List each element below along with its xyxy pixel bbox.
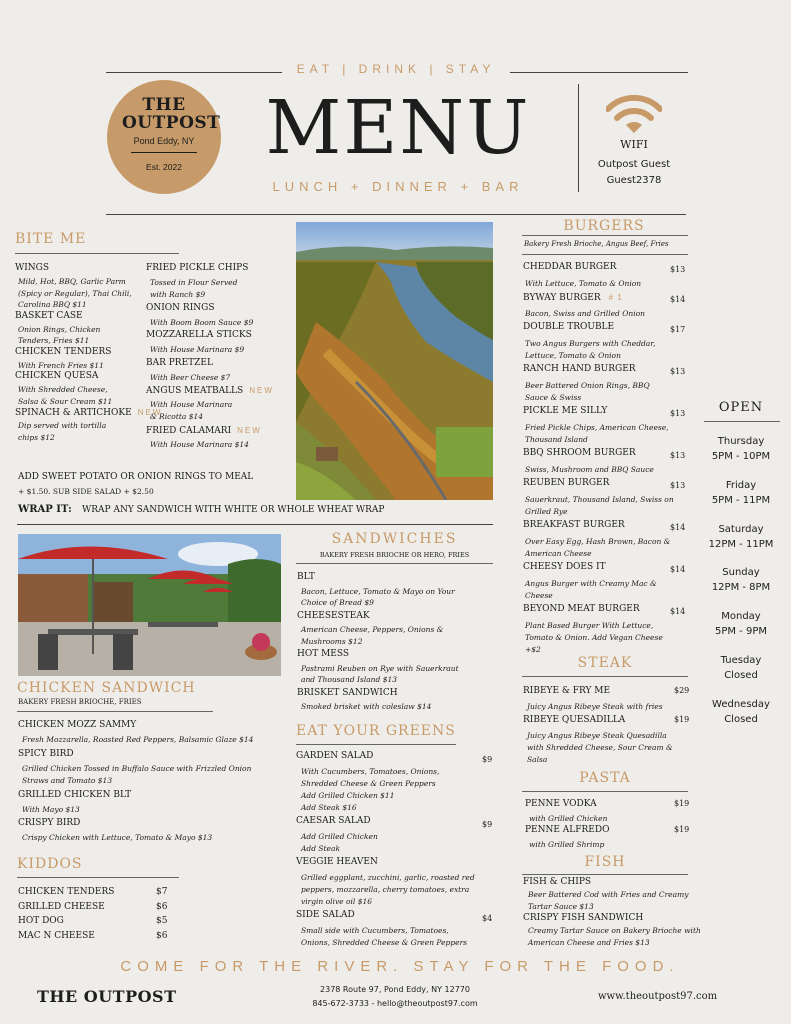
burger-item-desc: Thousand Island <box>525 435 588 444</box>
fish-item-desc: Tartar Sauce $13 <box>528 902 594 911</box>
kiddos-heading: KIDDOS <box>17 856 83 872</box>
greens-item-desc: With Cucumbers, Tomatoes, Onions, <box>301 767 440 776</box>
burger-item-name: BYWAY BURGER # 1 <box>523 293 623 303</box>
wifi-icon <box>606 95 662 135</box>
burger-item-desc: Tomato & Onion. Add Vegan Cheese <box>525 633 663 642</box>
burger-item-name: CHEDDAR BURGER <box>523 262 617 272</box>
burger-item-desc: Sauerkraut, Thousand Island, Swiss on <box>525 495 674 504</box>
hours-time: 12PM - 11PM <box>708 538 774 550</box>
wifi-password: Guest2378 <box>606 175 662 186</box>
fish-item-desc: Beer Battered Cod with Fries and Creamy <box>528 890 689 899</box>
bite-item-name: FRIED PICKLE CHIPS <box>146 263 249 273</box>
hours-rule <box>704 421 780 422</box>
bite-me-heading: BITE ME <box>15 231 87 247</box>
hours-day: Tuesday <box>720 655 762 666</box>
hours-heading: OPEN <box>718 400 764 415</box>
steak-item-desc: with Shredded Cheese, Sour Cream & <box>527 743 673 752</box>
sandwich-item-desc: Choice of Bread $9 <box>301 598 374 607</box>
bite-item-name: CHICKEN TENDERS <box>15 346 112 357</box>
new-badge: NEW <box>249 386 274 396</box>
footer-contact: 845-672-3733 - hello@theoutpost97.com <box>312 999 478 1008</box>
burger-item-name: REUBEN BURGER <box>523 478 610 488</box>
burger-item-desc: Lettuce, Tomato & Onion <box>525 351 621 360</box>
logo-name: THE OUTPOST <box>122 95 221 133</box>
kiddos-item-price: $6 <box>156 901 168 912</box>
chicken-sandwich-heading: CHICKEN SANDWICH <box>17 680 196 696</box>
add-sides-line-1: ADD SWEET POTATO OR ONION RINGS TO MEAL <box>18 472 254 482</box>
bite-item-desc: with Ranch $9 <box>150 290 206 300</box>
pasta-item-name: PENNE VODKA <box>525 799 597 809</box>
burger-item-name: RANCH HAND BURGER <box>523 364 636 374</box>
burger-item-desc: Swiss, Mushroom and BBQ Sauce <box>525 465 654 474</box>
bite-item-name: WINGS <box>15 263 50 273</box>
logo-location: Pond Eddy, NY <box>133 136 195 146</box>
hours-day: Friday <box>725 479 757 491</box>
steak-item-desc: Salsa <box>527 755 548 764</box>
new-badge: NEW <box>237 425 262 435</box>
chicken-item-desc: With Mayo $13 <box>22 804 80 814</box>
menu-title: MENU <box>265 85 531 171</box>
burgers-rule-2 <box>522 254 688 255</box>
chicken-sandwich-rule <box>17 711 213 712</box>
hours-time: 5PM - 10PM <box>711 451 771 462</box>
greens-item-name: VEGGIE HEAVEN <box>296 857 378 867</box>
bite-item-name: MOZZARELLA STICKS <box>146 330 252 341</box>
greens-item-desc: peppers, mozzarella, cherry tomatoes, extra <box>301 885 470 894</box>
burger-item-desc: Grilled Rye <box>525 507 568 516</box>
fish-item-desc: American Cheese and Fries $13 <box>528 938 650 947</box>
greens-item-name: SIDE SALAD <box>296 910 355 920</box>
burger-item-name: PICKLE ME SILLY <box>523 406 608 416</box>
sub-tagline: LUNCH + DINNER + BAR <box>272 179 524 194</box>
kiddos-item-name: GRILLED CHEESE <box>18 901 105 912</box>
wifi-network: Outpost Guest <box>597 159 671 170</box>
kiddos-rule <box>17 877 179 878</box>
sandwich-item-desc: Smoked brisket with coleslaw $14 <box>301 702 432 711</box>
chicken-item-desc: Straws and Tomato $13 <box>22 776 113 785</box>
sandwich-item-desc: and Thousand Island $13 <box>301 675 398 684</box>
wifi-label: WIFI <box>620 138 648 151</box>
bite-item-desc: Tenders, Fries $11 <box>18 336 90 345</box>
bite-item-name: SPINACH & ARTICHOKE NEW <box>15 408 163 418</box>
burger-item-desc: Sauce & Swiss <box>525 393 582 402</box>
pasta-rule <box>522 791 688 792</box>
hours-day: Saturday <box>718 523 764 535</box>
burgers-sub: Bakery Fresh Brioche, Angus Beef, Fries <box>524 240 669 248</box>
bite-me-rule <box>15 253 179 254</box>
sandwiches-sub: BAKERY FRESH BRIOCHE OR HERO, FRIES <box>319 551 470 559</box>
burger-item-desc: Bacon, Swiss and Grilled Onion <box>525 309 645 318</box>
burger-item-desc: With Lettuce, Tomato & Onion <box>525 279 642 288</box>
burger-item-price: $14 <box>670 523 686 532</box>
burger-item-name: CHEESY DOES IT <box>523 562 606 572</box>
outpost-logo <box>107 80 221 194</box>
burger-item-price: $14 <box>670 607 686 616</box>
bite-item-name: CHICKEN QUESA <box>15 371 99 381</box>
patio-photo <box>18 534 281 676</box>
fish-item-name: FISH & CHIPS <box>523 877 592 887</box>
header-divider <box>578 84 579 192</box>
burger-item-desc: Over Easy Egg, Hash Brown, Bacon & <box>525 537 671 546</box>
steak-rule <box>522 676 688 677</box>
burger-item-price: $13 <box>670 367 686 376</box>
greens-item-desc: Small side with Cucumbers, Tomatoes, <box>301 926 449 935</box>
hours-day: Thursday <box>717 436 765 447</box>
greens-item-desc: Shredded Cheese & Green Peppers <box>301 779 436 788</box>
hours-time: 5PM - 11PM <box>711 494 771 506</box>
burger-item-desc: Two Angus Burgers with Cheddar, <box>525 339 656 348</box>
chicken-item-desc: Grilled Chicken Tossed in Buffalo Sauce with Frizzled Onion <box>22 763 252 773</box>
burger-item-price: $14 <box>670 295 686 304</box>
hours-time: Closed <box>724 713 758 725</box>
footer-address: 2378 Route 97, Pond Eddy, NY 12770 <box>320 985 470 994</box>
burger-item-desc: American Cheese <box>525 549 592 558</box>
burger-item-desc: Plant Based Burger With Lettuce, <box>525 621 654 630</box>
sandwich-item-name: CHEESESTEAK <box>297 610 370 621</box>
steak-item-price: $19 <box>674 715 690 724</box>
burger-item-name: DOUBLE TROUBLE <box>523 322 615 332</box>
bite-item-desc: Mild, Hot, BBQ, Garlic Parm <box>18 277 126 286</box>
sandwich-item-name: BRISKET SANDWICH <box>297 687 398 698</box>
chicken-item-name: GRILLED CHICKEN BLT <box>18 789 132 800</box>
steak-item-desc: Juicy Angus Ribeye Steak Quesadilla <box>527 731 667 740</box>
bite-item-desc: With French Fries $11 <box>18 360 104 370</box>
logo-est: Est. 2022 <box>146 162 182 172</box>
footer-brand: THE OUTPOST <box>37 987 177 1006</box>
bite-item-name: BASKET CASE <box>15 310 83 321</box>
burger-item-price: $13 <box>670 451 686 460</box>
chicken-item-name: CHICKEN MOZZ SAMMY <box>18 720 137 730</box>
burger-item-name: BREAKFAST BURGER <box>523 520 625 530</box>
burgers-heading: BURGERS <box>563 218 645 234</box>
kiddos-item-price: $6 <box>156 930 168 941</box>
pasta-heading: PASTA <box>579 770 631 786</box>
bite-item-name: ONION RINGS <box>146 302 215 313</box>
new-badge: NEW <box>137 408 163 417</box>
bite-item-desc: Dip served with tortilla <box>18 421 107 430</box>
hours-day: Monday <box>721 611 761 623</box>
fish-heading: FISH <box>584 854 626 870</box>
bite-item-desc: With Beer Cheese $7 <box>150 372 231 382</box>
steak-item-name: RIBEYE QUESADILLA <box>523 715 626 725</box>
kiddos-item-name: MAC N CHEESE <box>18 930 95 941</box>
logo-divider <box>131 152 197 153</box>
burger-item-price: $13 <box>670 481 686 490</box>
burger-item-price: $14 <box>670 565 686 574</box>
bite-item-desc: Carolina BBQ $11 <box>18 300 87 309</box>
greens-item-desc: Grilled eggplant, zucchini, garlic, roasted red <box>301 873 475 882</box>
kiddos-item-name: HOT DOG <box>18 916 64 926</box>
wrap-label: WRAP IT: <box>18 504 72 515</box>
bite-item-desc: With House Marinara $14 <box>150 439 249 449</box>
greens-item-desc: Onions, Shredded Cheese & Green Peppers <box>301 938 468 947</box>
fish-rule <box>522 874 688 875</box>
bite-item-desc: & Ricotta $14 <box>150 412 204 422</box>
bite-item-name: BAR PRETZEL <box>146 357 213 368</box>
sandwich-item-desc: Mushrooms $12 <box>301 636 363 646</box>
kiddos-item-price: $7 <box>156 887 168 897</box>
fish-item-desc: Creamy Tartar Sauce on Bakery Brioche with <box>528 926 701 935</box>
steak-item-name: RIBEYE & FRY ME <box>523 686 611 696</box>
kiddos-item-name: CHICKEN TENDERS <box>18 887 115 897</box>
steak-item-desc: Juicy Angus Ribeye Steak with fries <box>527 702 663 711</box>
bite-item-desc: Salsa & Sour Cream $11 <box>18 396 113 406</box>
burger-item-desc: Beer Battered Onion Rings, BBQ <box>525 381 650 390</box>
pasta-item-desc: with Grilled Shrimp <box>529 840 605 849</box>
wrap-rule <box>17 524 493 525</box>
sandwich-item-name: HOT MESS <box>297 649 350 659</box>
bite-item-desc: With Boom Boom Sauce $9 <box>150 317 254 327</box>
hours-time: 12PM - 8PM <box>711 582 771 594</box>
top-tagline: EAT | DRINK | STAY <box>296 62 496 76</box>
pasta-item-price: $19 <box>674 825 690 834</box>
hours-day: Sunday <box>722 567 760 579</box>
burger-item-name: BEYOND MEAT BURGER <box>523 604 640 614</box>
burger-item-desc: Angus Burger with Creamy Mac & <box>525 579 657 588</box>
sandwich-item-name: BLT <box>297 572 315 582</box>
footer-slogan: COME FOR THE RIVER. STAY FOR THE FOOD. <box>120 958 680 975</box>
greens-item-desc: Add Grilled Chicken $11 <box>301 791 395 800</box>
bite-item-desc: chips $12 <box>18 432 55 442</box>
header-bottom-rule <box>106 214 686 215</box>
bite-item-desc: With House Marinara <box>150 400 233 410</box>
bite-item-name: FRIED CALAMARI NEW <box>146 425 262 436</box>
fish-item-name: CRISPY FISH SANDWICH <box>523 913 644 923</box>
burger-item-desc: +$2 <box>525 645 541 654</box>
greens-item-price: $4 <box>482 914 493 923</box>
chicken-item-name: CRISPY BIRD <box>18 818 81 828</box>
bite-item-name: ANGUS MEATBALLS NEW <box>146 386 274 397</box>
greens-rule <box>296 744 456 745</box>
sandwiches-heading: SANDWICHES <box>331 531 458 547</box>
sandwich-item-desc: Bacon, Lettuce, Tomato & Mayo on Your <box>301 586 455 596</box>
greens-item-desc: Add Steak $16 <box>301 803 357 812</box>
bite-item-desc: With House Marinara $9 <box>150 345 245 355</box>
greens-heading: EAT YOUR GREENS <box>296 723 456 739</box>
wrap-text: WRAP ANY SANDWICH WITH WHITE OR WHOLE WHEAT WRAP <box>82 505 385 515</box>
burger-item-price: $13 <box>670 409 686 418</box>
greens-item-desc: virgin olive oil $16 <box>301 897 373 906</box>
kiddos-item-price: $5 <box>156 916 168 926</box>
greens-item-desc: Add Grilled Chicken <box>301 832 378 841</box>
pasta-item-name: PENNE ALFREDO <box>525 825 610 835</box>
greens-item-name: GARDEN SALAD <box>296 751 374 761</box>
greens-item-price: $9 <box>482 755 493 764</box>
chicken-item-desc: Crispy Chicken with Lettuce, Tomato & Mayo $13 <box>22 833 213 842</box>
footer-website: www.theoutpost97.com <box>598 991 718 1002</box>
bite-item-desc: Onion Rings, Chicken <box>18 324 101 334</box>
burgers-rule <box>522 235 688 236</box>
hours-time: Closed <box>724 670 758 681</box>
greens-item-name: CAESAR SALAD <box>296 816 371 826</box>
header-rule-left <box>106 72 282 73</box>
sandwiches-rule <box>296 563 493 564</box>
sandwich-item-desc: American Cheese, Peppers, Onions & <box>301 625 444 634</box>
burger-item-name: BBQ SHROOM BURGER <box>523 448 636 458</box>
sandwich-item-desc: Pastrami Reuben on Rye with Sauerkraut <box>301 663 459 673</box>
burger-item-desc: Fried Pickle Chips, American Cheese, <box>525 423 669 432</box>
add-sides-line-2: + $1.50. SUB SIDE SALAD + $2.50 <box>18 487 154 496</box>
greens-item-price: $9 <box>482 820 493 829</box>
river-photo <box>296 222 493 500</box>
chicken-item-desc: Fresh Mozzarella, Roasted Red Peppers, Balsamic Glaze $14 <box>22 735 254 744</box>
burger-item-price: $17 <box>670 325 686 334</box>
burger-item-tag: # 1 <box>608 293 623 302</box>
steak-item-price: $29 <box>674 686 690 695</box>
chicken-sandwich-sub: BAKERY FRESH BRIOCHE, FRIES <box>18 698 142 706</box>
burger-item-desc: Cheese <box>525 591 553 600</box>
greens-item-desc: Add Steak <box>301 844 341 853</box>
header-rule-right <box>510 72 688 73</box>
bite-item-desc: (Spicy or Regular), Thai Chili, <box>18 288 132 298</box>
burger-item-price: $13 <box>670 265 686 274</box>
hours-time: 5PM - 9PM <box>714 626 767 638</box>
bite-item-desc: Tossed in Flour Served <box>150 278 238 287</box>
pasta-item-price: $19 <box>674 799 690 808</box>
chicken-item-name: SPICY BIRD <box>18 748 74 759</box>
pasta-item-desc: with Grilled Chicken <box>529 814 608 823</box>
hours-day: Wednesday <box>712 698 770 710</box>
bite-item-desc: With Shredded Cheese, <box>18 385 108 394</box>
steak-heading: STEAK <box>577 655 633 671</box>
